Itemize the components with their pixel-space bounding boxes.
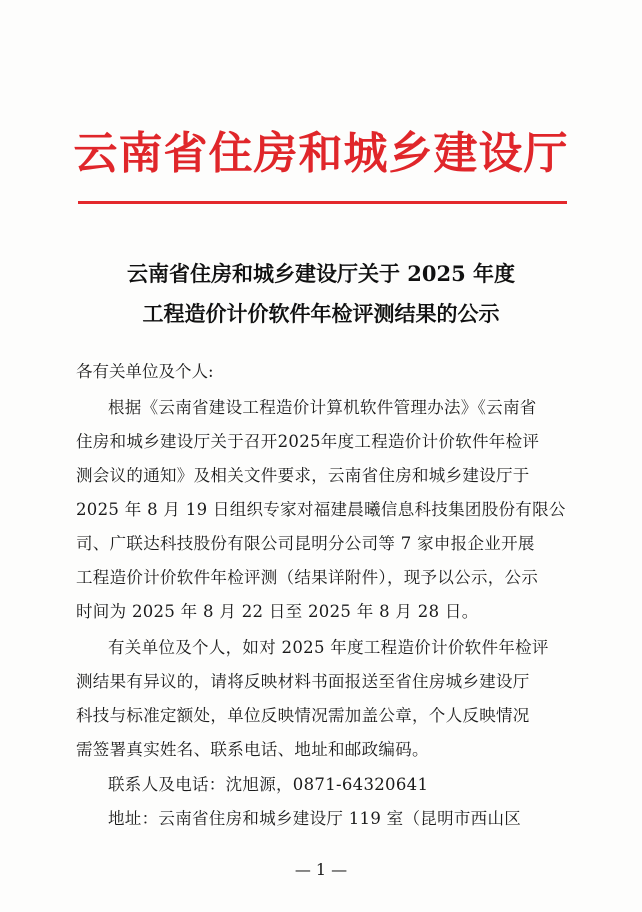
body-line-8: 有关单位及个人，如对 2025 年度工程造价计价软件年检评 xyxy=(108,638,549,657)
body-line-11: 需签署真实姓名、联系电话、地址和邮政编码。 xyxy=(76,740,429,759)
body-line-9: 测结果有异议的，请将反映材料书面报送至省住房城乡建设厅 xyxy=(76,672,530,691)
body-line-4: 2025 年 8 月 19 日组织专家对福建晨曦信息科技集团股份有限公 xyxy=(76,500,566,519)
letterhead-red-rule xyxy=(78,201,567,204)
body-line-6: 工程造价计价软件年检评测（结果详附件），现予以公示，公示 xyxy=(76,568,539,587)
document-title-line-1: 云南省住房和城乡建设厅关于 2025 年度 xyxy=(126,261,516,286)
body-line-10: 科技与标准定额处，单位反映情况需加盖公章，个人反映情况 xyxy=(76,706,530,725)
page-number: — 1 — xyxy=(294,860,348,879)
body-line-7: 时间为 2025 年 8 月 22 日至 2025 年 8 月 28 日。 xyxy=(76,602,479,621)
body-line-2: 住房和城乡建设厅关于召开2025年度工程造价计价软件年检评 xyxy=(76,432,540,451)
letterhead-org-name: 云南省住房和城乡建设厅 xyxy=(73,128,569,179)
body-line-3: 测会议的通知》及相关文件要求，云南省住房和城乡建设厅于 xyxy=(76,466,530,485)
document-title-line-2: 工程造价计价软件年检评测结果的公示 xyxy=(142,301,500,326)
contact-line: 联系人及电话：沈旭源，0871-64320641 xyxy=(108,775,429,794)
body-line-5: 司、广联达科技股份有限公司昆明分公司等 7 家申报企业开展 xyxy=(76,534,535,553)
address-line: 地址：云南省住房和城乡建设厅 119 室（昆明市西山区 xyxy=(108,809,522,828)
body-line-1: 根据《云南省建设工程造价计算机软件管理办法》《云南省 xyxy=(108,398,537,417)
salutation: 各有关单位及个人: xyxy=(76,362,214,381)
